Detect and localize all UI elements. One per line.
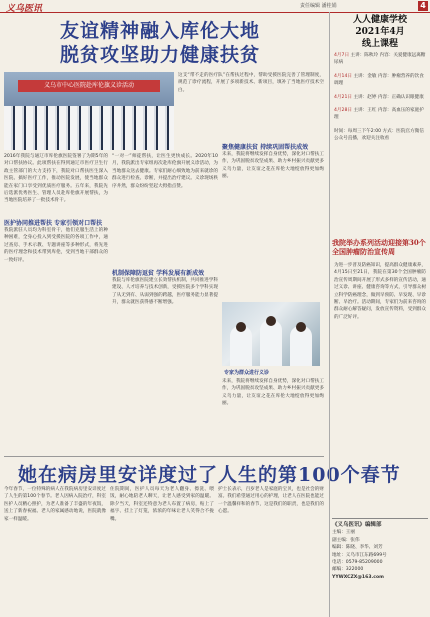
editorial-title: 《义乌医讯》编辑部: [332, 522, 382, 528]
second-headline: 她在病房里安详度过了人生的第100个春节: [18, 464, 401, 486]
lead-col3-text: 这支“带不走的医疗队”在帮扶过程中，帮助受援医院完善了管理制度，规范了诊疗流程，开展了多项新技术、新项目，填补了当地医疗技术空白。: [178, 73, 324, 93]
second-col1-text: 今年春节，一位特殊的病人在我院病房里安详度过了人生的第100个春节。老人因病入院治疗，科室医护人员精心照护，为老人准备了丰盛的年夜饭，送上了新春祝福。老人的家属感动地说，医院就像家一样温暖。: [4, 487, 106, 522]
lead-col1-text: 2016年我院与通辽市库伦旗医院签署了为期5年的对口帮扶协议。此项帮扶在得到通辽市医疗卫生行政主管部门的大力支持下，我院对口帮扶医生深入医院、搞好医疗工作，推动医院发展，使当地群众能在家门口享受到优质医疗服务。五年来，我院先后选派优秀医生、管理人员赴库伦旗开展帮扶，为当地医院培养了一批技术骨干。: [4, 154, 108, 204]
editorial-box: [332, 518, 428, 614]
photo-banner: 义乌市中心医院赴库伦旗义诊活动: [18, 80, 160, 92]
second-col3-text: 护士长表示，百岁老人是家庭的宝贝，也是社会的财富。我们希望通过用心的护理，让老人在医院也能过一个温馨祥和的春节，这是我们的职责，也是我们的心愿。: [218, 487, 324, 515]
photo-front-row: [4, 106, 174, 150]
editorial-line: 编辑：陈晓、李华、刘芳: [332, 545, 383, 551]
course-schedule: [334, 52, 426, 143]
schedule-item: 4月28日 主讲：王红 内容：高血压的家庭护理: [334, 108, 424, 121]
second-col2-text: 住院期间，医护人员每天为老人翻身、擦洗、喂饭，耐心地陪老人聊天，让老人感受到家的温暖。除夕当天，科室还特意为老人布置了病房，贴上了福字、挂上了灯笼，浓浓的年味让老人笑得合不拢嘴。: [110, 487, 214, 522]
lead-col3b-text: 未来，我院将继续发挥自身优势，深化对口帮扶工作，为巩固脱贫攻坚成果、助力乡村振兴贡献更多义乌力量，让友谊之花在库伦大地绽放得更加绚丽。: [222, 152, 324, 180]
lead-subhead-2: 机制保障防返贫 学科发展有新成效: [112, 270, 205, 277]
lead-col2b-text: 我院与库伦旗医院建立长效帮扶机制，共同推进学科建设、人才培养与技术创新，受援医院多个学科实现了从无到有、从弱到强的跨越，医疗服务能力显著提升，群众就医获得感不断增强。: [112, 278, 218, 306]
clinic-photo: [222, 302, 320, 366]
schedule-item: 4月14日 主讲：金敏 内容：肿瘤营养的饮食调理: [334, 73, 424, 87]
editorial-line: 邮编：322000: [332, 567, 364, 573]
sidebar-title: 人人健康学校 2021年4月 线上课程: [352, 15, 407, 49]
editorial-line: 电话：0579-85209000: [332, 560, 383, 566]
masthead-brand: 义乌医讯: [6, 4, 43, 14]
lead-subhead-1: 医护协同推进帮扶 专家引领对口帮扶: [4, 220, 103, 227]
sidebar-feature-text: 为进一步普及防癌知识，提高群众健康素养，4月15日至21日，我院在第30个全国肿瘤防治宣传周期间开展了形式多样的宣传活动，通过义诊、讲座、健康咨询等方式，引导群众树立科学防癌理念，做到早预防、早发现、早诊断、早治疗。活动期间，专家们为前来咨询的群众耐心解答疑问，发放宣传资料，受到群众的广泛好评。: [334, 263, 426, 320]
clinic-photo-caption: 专家为群众进行义诊: [224, 370, 270, 376]
editorial-line: 地址：义乌市江东路699号: [332, 552, 387, 558]
sidebar-feature-headline: 我院举办系列活动迎接第30个全国肿瘤防治宣传周: [332, 238, 426, 256]
schedule-item: 4月7日 主讲：陈秋玲 内容：关爱健康远离糖尿病: [334, 53, 426, 66]
page-number: 4: [418, 1, 428, 11]
lead-headline-2: 脱贫攻坚助力健康扶贫: [60, 44, 261, 66]
schedule-note: 时间：每周三下午2:00 方式：医院官方微信公众号直播，欢迎关注收看: [334, 128, 424, 142]
editorial-line: 主编：王丽: [332, 530, 355, 536]
editorial-email: YYWXCZX@163.com: [332, 574, 384, 580]
lead-subhead-3: 聚焦健康扶贫 持续巩固帮扶成效: [222, 144, 309, 151]
lead-col3c-text: 未来，我院将继续发挥自身优势，深化对口帮扶工作，为巩固脱贫攻坚成果、助力乡村振兴贡献更多义乌力量，让友谊之花在库伦大地绽放得更加绚丽。: [222, 379, 324, 407]
lead-col1b-text: 我院派驻人员均为科室骨干，他们克服生活上的种种困难，全身心投入到受援医院的各项工作中，通过查房、手术示教、专题讲座等多种形式，将先进的医疗理念和技术带到库伦，受到当地干部群众的一致好评。: [4, 228, 108, 263]
lead-col2-text: “一对一”师徒帮扶，让医生更快成长。2020年10月，我院派出专家组再次赴库伦旗开展义诊活动，为当地群众送去健康。专家们耐心细致地为前来就诊的群众进行检查、诊断，并提出治疗建议。义诊现场秩序井然，群众纷纷竖起大拇指点赞。: [112, 154, 218, 189]
lead-headline-1: 友谊精神融入库伦大地: [60, 20, 261, 42]
group-photo: [4, 72, 174, 150]
article-separator: [4, 456, 324, 457]
editorial-line: 副主编：张伟: [332, 537, 360, 543]
schedule-item: 4月21日 主讲：赵婷 内容：正确认识眼健康: [334, 94, 424, 100]
masthead-meta: 责任编辑 潘桂娟: [300, 3, 337, 9]
